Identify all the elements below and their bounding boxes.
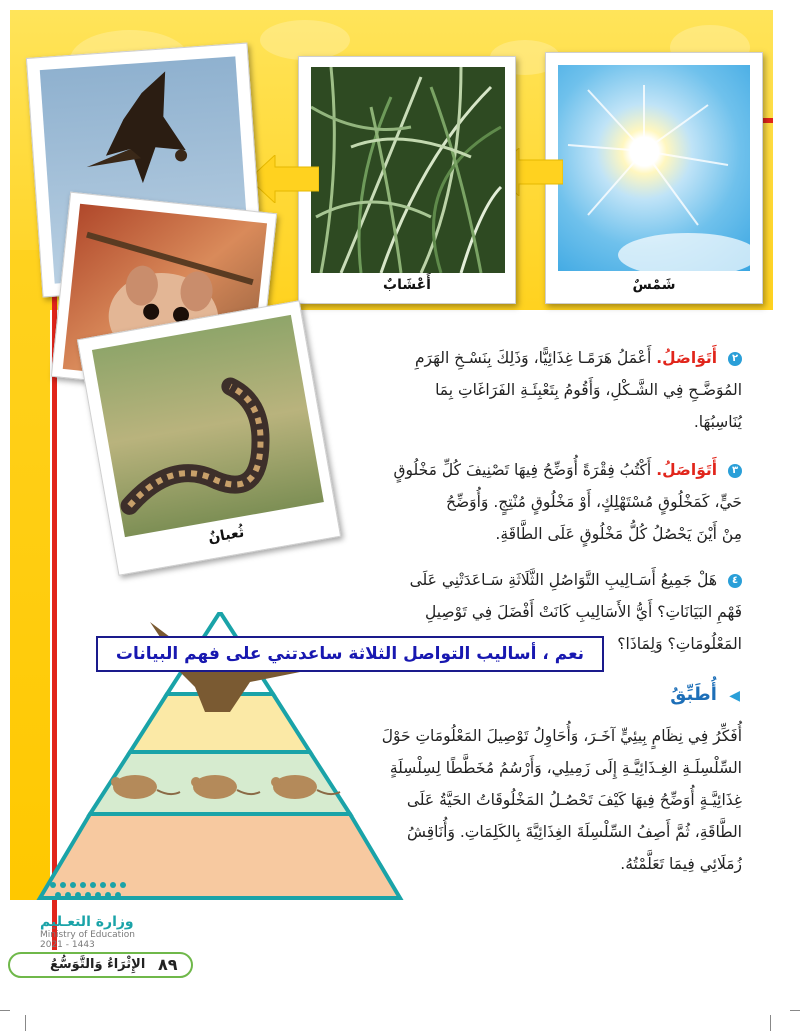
- snake-card: [77, 300, 341, 576]
- apply-paragraph: [322, 720, 742, 880]
- apply-title: أُطَبِّقُ: [670, 684, 717, 705]
- ministry-year: 2021 - 1443: [40, 940, 95, 950]
- grass-card: [298, 56, 516, 304]
- grass-photo: [311, 67, 505, 273]
- sun-photo: [558, 65, 750, 271]
- item-3-text-1: أَكْتُبُ فِقْرَةً أُوَضِّحُ فِيهَا تَصْنِيفَ كُلِّ مَخْلُوقٍ: [393, 461, 652, 479]
- ministry-logo: [40, 880, 170, 950]
- item-3: [342, 454, 742, 550]
- triangle-bullet-icon: ◀: [729, 688, 740, 704]
- ministry-name-en: Ministry of Education: [40, 930, 135, 940]
- item-4-line-1: [312, 564, 742, 596]
- footer-page-label: [8, 952, 193, 978]
- item-2-line-1: [342, 342, 742, 374]
- item-2-text-2: المُوَضَّـحِ فِي الشَّـكْلِ، وَأَقُومُ بِتَعْبِئَـةِ الفَرَاغَاتِ بِمَا: [435, 381, 742, 399]
- page-number: ٨٩: [158, 955, 178, 974]
- ministry-emblem-icon: [40, 880, 150, 910]
- sun-card: [545, 52, 763, 304]
- item-2-text-3: يُنَاسِبُهَا.: [693, 413, 742, 431]
- ministry-name-ar: وزارة التعـليم: [40, 914, 134, 930]
- sun-rays: [558, 65, 750, 271]
- item-4-number: ٤: [728, 574, 742, 588]
- crop-mark: [0, 1010, 10, 1011]
- item-3-line-1: [342, 454, 742, 486]
- item-3-text-3: مِنْ أَيْنَ يَحْصُلُ كُلُّ مَخْلُوقٍ عَلَى الطَّاقَةِ.: [495, 525, 742, 543]
- apply-line: أُفَكِّرُ فِي نِظَامٍ بِيئِيٍّ آخَـرَ، وَأُحَاوِلُ تَوْصِيلَ المَعْلُومَاتِ حَوْلَ: [381, 727, 742, 745]
- item-4-text-3: المَعْلُومَاتِ؟ وَلِمَاذَا؟: [617, 635, 742, 653]
- item-4-text-1: هَلْ جَمِيعُ أَسَـالِيبِ التَّوَاصُلِ الثَّلَاثَةِ سَـاعَدَتْنِي عَلَى: [409, 571, 718, 589]
- snake-photo: [92, 315, 324, 537]
- snake-figure: [92, 315, 324, 537]
- sun-caption: شَمْسٌ: [632, 277, 676, 293]
- section-name: الإِثْرَاءُ وَالتَّوَسُّعُ: [50, 957, 146, 972]
- snake-caption: ثُعبانٌ: [207, 524, 246, 547]
- apply-line: زُمَلَائِي فِيمَا تَعَلَّمْتُهُ.: [620, 855, 742, 873]
- crop-mark: [25, 1015, 26, 1031]
- grass-blades: [311, 67, 505, 273]
- item-2-keyword: أَتَوَاصَلُ.: [656, 349, 718, 367]
- item-3-keyword: أَتَوَاصَلُ.: [656, 461, 718, 479]
- crop-mark: [790, 1010, 800, 1011]
- item-4-text-2: فَهْمِ البَيَانَاتِ؟ أَيُّ الأَسَالِيبِ كَانَتْ أَفْضَلَ فِي تَوْصِيلِ: [425, 603, 742, 621]
- apply-line: الطَّاقَةِ، ثُمَّ أَصِفُ السِّلْسِلَةَ الغِذَائِيَّةَ بِالكَلِمَاتِ. وَأُنَاقِشُ: [406, 823, 742, 841]
- item-2: [342, 342, 742, 438]
- item-3-number: ٣: [728, 464, 742, 478]
- apply-heading: [670, 684, 740, 705]
- item-3-text-2: حَيٍّ، كَمَخْلُوقٍ مُسْتَهْلِكٍ، أَوْ مَخْلُوقٍ مُنْتِجٍ. وَأُوَضِّحُ: [445, 493, 742, 511]
- item-2-number: ٢: [728, 352, 742, 366]
- apply-line: غِذَائِيَّـةٍ أُوَضِّحُ فِيهَا كَيْفَ تَحْصُـلُ المَخْلُوقَاتُ الحَيَّةُ عَلَى: [406, 791, 742, 809]
- crop-mark: [770, 1015, 771, 1031]
- arrow-left-icon: [249, 155, 319, 203]
- apply-line: السِّلْسِلَـةِ الغِـذَائِيَّـةِ إِلَى زَمِيلِي، وَأَرْسُمُ مُخَطَّطًا لِسِلْسِلَةٍ: [389, 759, 742, 777]
- item-2-text-1: أَعْمَلُ هَرَمًـا غِذَائِيًّا، وَذَلِكَ بِنَسْـخِ الهَرَمِ: [414, 349, 652, 367]
- answer-box: نعم ، أساليب التواصل الثلاثة ساعدتني على فهم البيانات: [96, 636, 604, 672]
- grass-caption: أَعْشَابٌ: [383, 277, 431, 293]
